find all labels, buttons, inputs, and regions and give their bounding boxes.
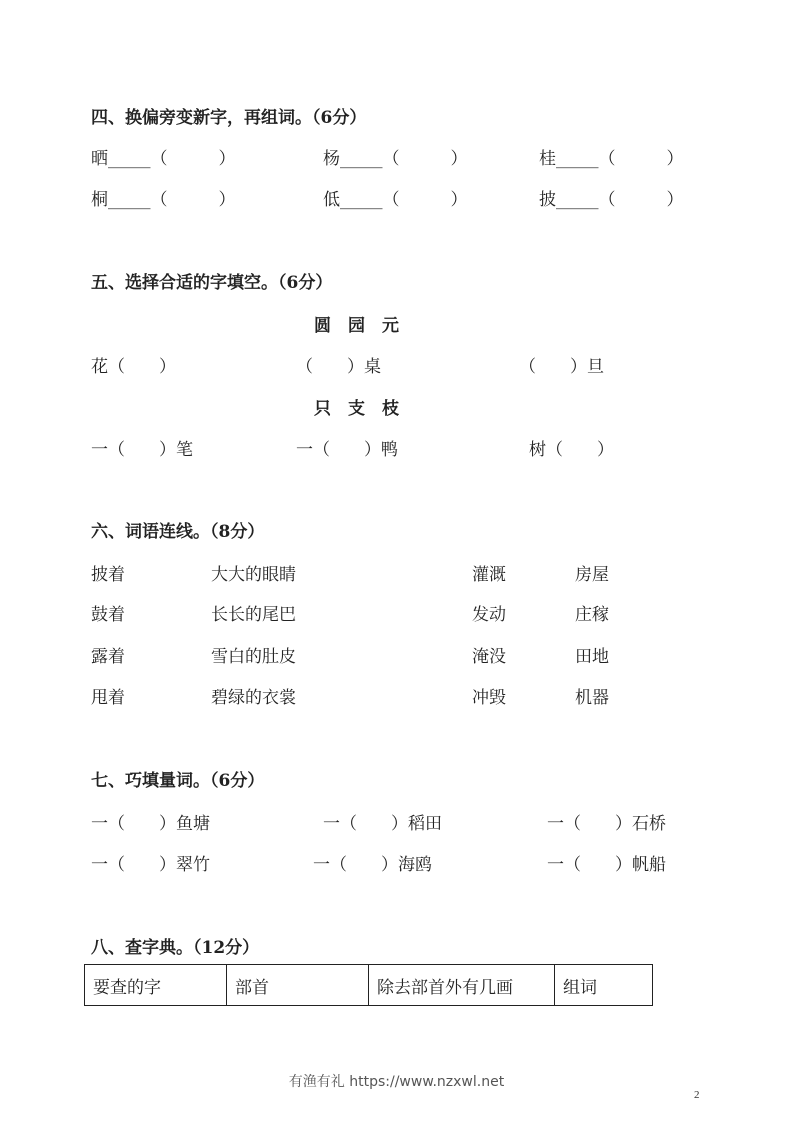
section-6-title: 六、词语连线。（8分）: [91, 522, 265, 542]
measure-word-blank: 一（ ）鱼塘: [91, 814, 210, 834]
table-header-cell: 部首: [227, 965, 369, 1006]
sec5-choices-1: 圆 园 元: [314, 316, 399, 336]
measure-word-blank: 一（ ）海鸥: [313, 855, 432, 875]
match-word: 披着: [91, 565, 125, 585]
sec5-choices-2: 只 支 枝: [314, 399, 399, 419]
sec4-item: 桐_____（ ）: [91, 190, 236, 210]
sec4-item: 杨_____（ ）: [323, 149, 468, 169]
section-4-title: 四、换偏旁变新字，再组词。（6分）: [91, 108, 367, 128]
table-row: [85, 965, 653, 1006]
match-word: 长长的尾巴: [211, 605, 296, 625]
sec5-blank: （ ）旦: [519, 357, 604, 377]
section-8-title: 八、查字典。（12分）: [91, 938, 260, 958]
table-header-cell: 要查的字: [85, 965, 227, 1006]
sec4-item: 低_____（ ）: [323, 190, 468, 210]
sec5-blank: （ ）桌: [296, 357, 381, 377]
section-5-title: 五、选择合适的字填空。（6分）: [91, 273, 333, 293]
sec4-item: 披_____（ ）: [539, 190, 684, 210]
match-word: 碧绿的衣裳: [211, 688, 296, 708]
match-word: 发动: [472, 605, 506, 625]
sec5-blank: 一（ ）笔: [91, 440, 193, 460]
page-number: 2: [694, 1089, 700, 1101]
match-word: 田地: [575, 647, 609, 667]
match-word: 大大的眼睛: [211, 565, 296, 585]
match-word: 庄稼: [575, 605, 609, 625]
measure-word-blank: 一（ ）帆船: [547, 855, 666, 875]
match-word: 露着: [91, 647, 125, 667]
match-word: 冲毁: [472, 688, 506, 708]
measure-word-blank: 一（ ）稻田: [323, 814, 442, 834]
measure-word-blank: 一（ ）石桥: [547, 814, 666, 834]
match-word: 雪白的肚皮: [211, 647, 296, 667]
measure-word-blank: 一（ ）翠竹: [91, 855, 210, 875]
sec5-blank: 一（ ）鸭: [296, 440, 398, 460]
footer-watermark: 有渔有礼 https://www.nzxwl.net: [288, 1074, 505, 1090]
table-header-cell: 组词: [555, 965, 653, 1006]
match-word: 甩着: [91, 688, 125, 708]
match-word: 鼓着: [91, 605, 125, 625]
section-7-title: 七、巧填量词。（6分）: [91, 771, 265, 791]
table-header-cell: 除去部首外有几画: [369, 965, 555, 1006]
match-word: 淹没: [472, 647, 506, 667]
sec5-blank: 树（ ）: [529, 440, 614, 460]
sec4-item: 桂_____（ ）: [539, 149, 684, 169]
match-word: 灌溉: [472, 565, 506, 585]
match-word: 机器: [575, 688, 609, 708]
sec5-blank: 花（ ）: [91, 357, 176, 377]
match-word: 房屋: [575, 565, 609, 585]
sec4-item: 晒_____（ ）: [91, 149, 236, 169]
dictionary-table: [84, 964, 653, 1006]
